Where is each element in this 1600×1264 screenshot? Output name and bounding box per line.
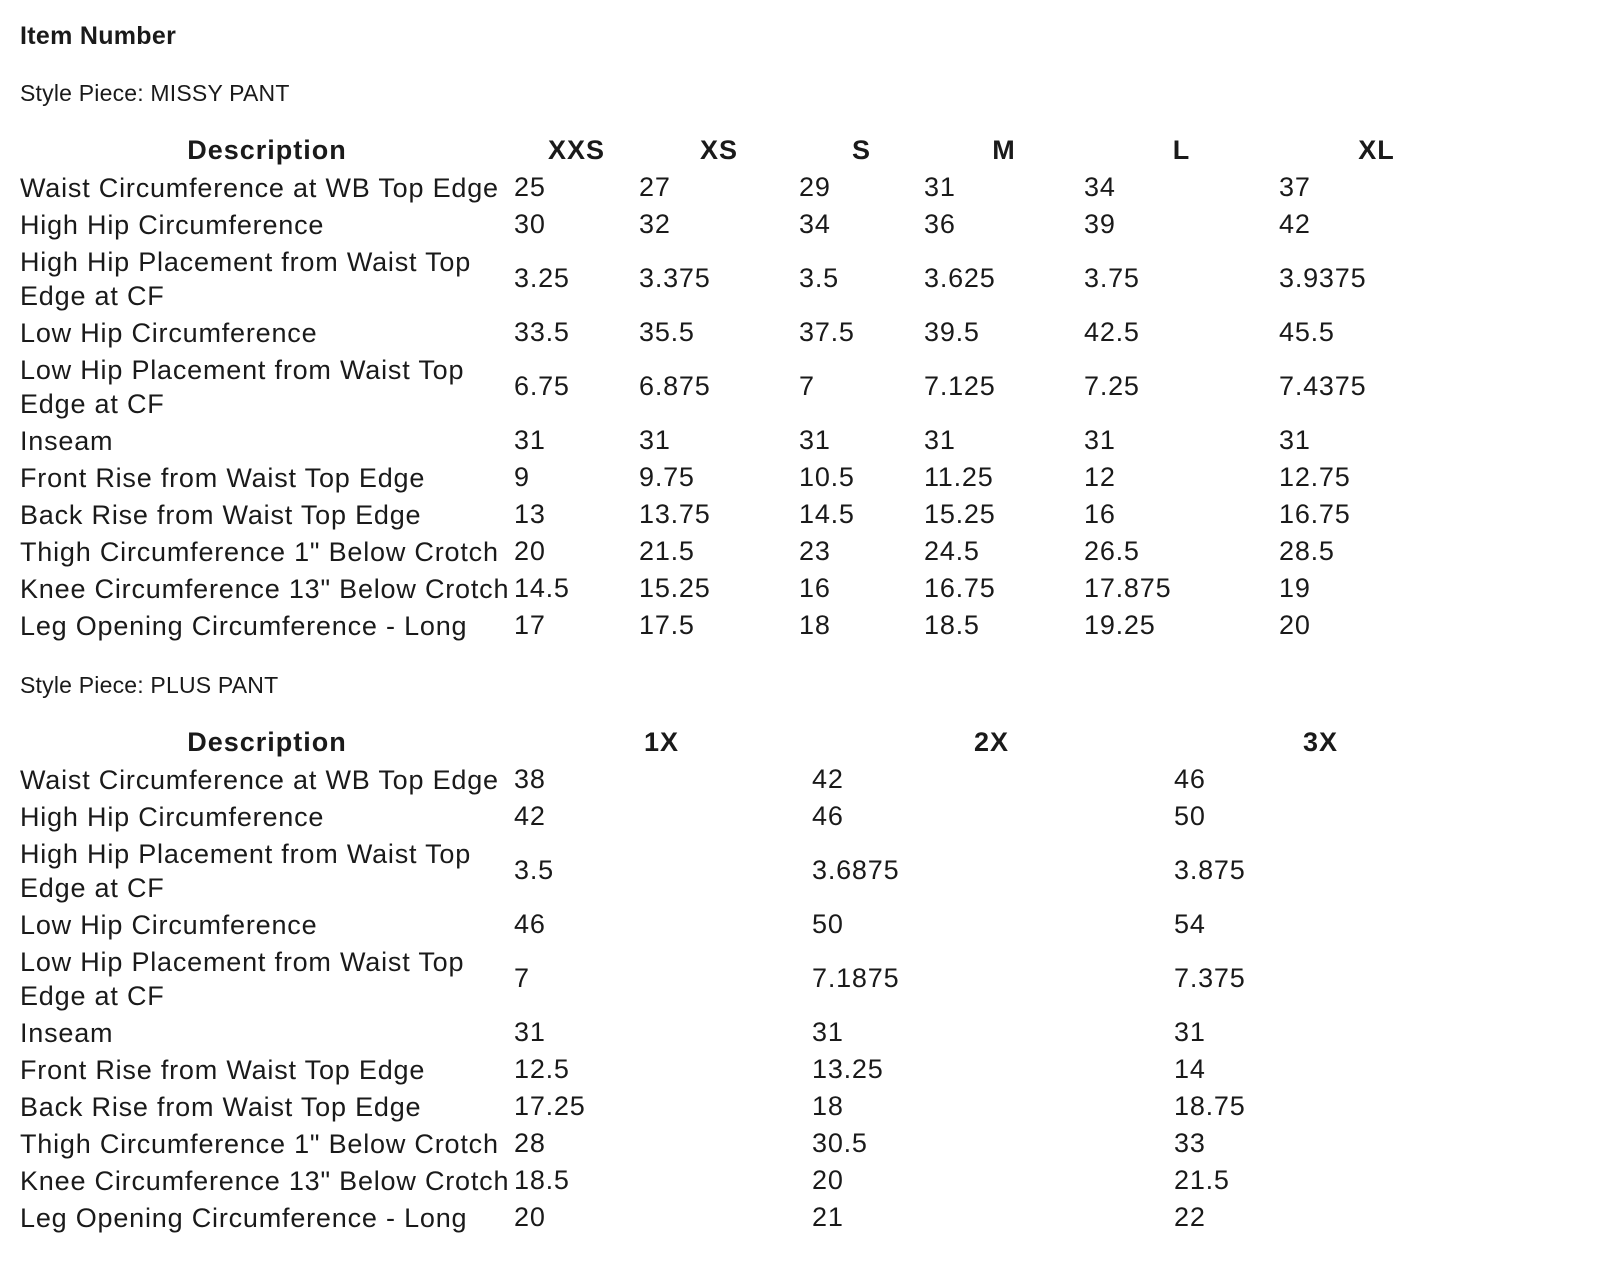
measurement-description: Low Hip Placement from Waist Top Edge at CF: [20, 946, 465, 1011]
measurement-value: 29: [799, 172, 831, 202]
measurement-value: 31: [1279, 425, 1311, 455]
measurement-value: 19.25: [1084, 610, 1156, 640]
measurement-value: 20: [812, 1165, 844, 1195]
table-row: [20, 206, 1474, 243]
measurement-value: 12.5: [514, 1054, 570, 1084]
table-row: [20, 243, 1474, 314]
measurement-value: 33: [1174, 1128, 1206, 1158]
measurement-value: 7: [799, 371, 815, 401]
measurement-value: 37: [1279, 172, 1311, 202]
plus-header-row: [20, 724, 1474, 761]
measurement-value: 12: [1084, 462, 1116, 492]
measurement-value: 25: [514, 172, 546, 202]
measurement-value: 18.5: [924, 610, 980, 640]
measurement-value: 34: [1084, 172, 1116, 202]
plus-header-1x: 1X: [644, 727, 680, 757]
missy-style-label: Style Piece: MISSY PANT: [20, 80, 290, 106]
measurement-description: Knee Circumference 13" Below Crotch: [20, 1165, 510, 1196]
measurement-value: 46: [1174, 764, 1206, 794]
missy-header-row: [20, 132, 1474, 169]
measurement-value: 30.5: [812, 1128, 868, 1158]
measurement-value: 42: [1279, 209, 1311, 239]
table-row: [20, 1162, 1474, 1199]
measurement-value: 3.5: [514, 855, 554, 885]
measurement-description: Waist Circumference at WB Top Edge: [20, 172, 499, 203]
measurement-value: 42.5: [1084, 317, 1140, 347]
measurement-description: Leg Opening Circumference - Long: [20, 610, 468, 641]
measurement-value: 16: [799, 573, 831, 603]
measurement-value: 33.5: [514, 317, 570, 347]
measurement-value: 31: [799, 425, 831, 455]
measurement-value: 35.5: [639, 317, 695, 347]
measurement-value: 18.5: [514, 1165, 570, 1195]
table-row: [20, 169, 1474, 206]
measurement-value: 21.5: [639, 536, 695, 566]
measurement-value: 38: [514, 764, 546, 794]
measurement-value: 21.5: [1174, 1165, 1230, 1195]
measurement-description: Thigh Circumference 1" Below Crotch: [20, 536, 499, 567]
measurement-value: 37.5: [799, 317, 855, 347]
measurement-description: Waist Circumference at WB Top Edge: [20, 764, 499, 795]
table-row: [20, 1014, 1474, 1051]
measurement-description: Back Rise from Waist Top Edge: [20, 499, 422, 530]
measurement-description: Low Hip Circumference: [20, 317, 318, 348]
measurement-value: 3.875: [1174, 855, 1246, 885]
measurement-value: 3.9375: [1279, 263, 1367, 293]
measurement-description: Back Rise from Waist Top Edge: [20, 1091, 422, 1122]
measurement-description: Knee Circumference 13" Below Crotch: [20, 573, 510, 604]
measurement-value: 31: [924, 425, 956, 455]
measurement-value: 16.75: [1279, 499, 1351, 529]
missy-header-s: S: [851, 135, 871, 165]
missy-header-xl: XL: [1358, 135, 1395, 165]
measurement-value: 6.75: [514, 371, 570, 401]
table-row: [20, 1125, 1474, 1162]
item-number-heading: Item Number: [20, 22, 177, 50]
measurement-value: 9.75: [639, 462, 695, 492]
measurement-value: 7.25: [1084, 371, 1140, 401]
table-row: [20, 351, 1474, 422]
measurement-value: 17.875: [1084, 573, 1172, 603]
table-row: [20, 835, 1474, 906]
plus-size-table: [20, 724, 1474, 1236]
measurement-value: 31: [514, 425, 546, 455]
measurement-value: 24.5: [924, 536, 980, 566]
measurement-value: 26.5: [1084, 536, 1140, 566]
measurement-value: 46: [812, 801, 844, 831]
measurement-value: 42: [812, 764, 844, 794]
measurement-value: 17.5: [639, 610, 695, 640]
measurement-value: 22: [1174, 1202, 1206, 1232]
measurement-description: Inseam: [20, 425, 114, 456]
measurement-value: 28: [514, 1128, 546, 1158]
table-row: [20, 607, 1474, 644]
measurement-value: 39: [1084, 209, 1116, 239]
measurement-value: 13: [514, 499, 546, 529]
measurement-description: Inseam: [20, 1017, 114, 1048]
missy-header-xs: XS: [699, 135, 739, 165]
measurement-value: 45.5: [1279, 317, 1335, 347]
table-row: [20, 1088, 1474, 1125]
measurement-value: 46: [514, 909, 546, 939]
measurement-value: 18: [799, 610, 831, 640]
measurement-value: 28.5: [1279, 536, 1335, 566]
measurement-description: High Hip Placement from Waist Top Edge at CF: [20, 838, 472, 903]
measurement-value: 20: [1279, 610, 1311, 640]
measurement-value: 10.5: [799, 462, 855, 492]
measurement-value: 19: [1279, 573, 1311, 603]
plus-style-label: Style Piece: PLUS PANT: [20, 672, 279, 698]
missy-header-m: M: [992, 135, 1016, 165]
measurement-value: 54: [1174, 909, 1206, 939]
measurement-description: Front Rise from Waist Top Edge: [20, 462, 426, 493]
plus-header-3x: 3X: [1303, 727, 1339, 757]
table-row: [20, 422, 1474, 459]
measurement-value: 14.5: [514, 573, 570, 603]
measurement-value: 16.75: [924, 573, 996, 603]
measurement-value: 32: [639, 209, 671, 239]
measurement-value: 14.5: [799, 499, 855, 529]
measurement-value: 31: [812, 1017, 844, 1047]
measurement-description: High Hip Circumference: [20, 209, 325, 240]
measurement-description: Thigh Circumference 1" Below Crotch: [20, 1128, 499, 1159]
measurement-description: Front Rise from Waist Top Edge: [20, 1054, 426, 1085]
missy-header-l: L: [1172, 135, 1191, 165]
measurement-value: 3.6875: [812, 855, 900, 885]
measurement-value: 14: [1174, 1054, 1206, 1084]
measurement-value: 42: [514, 801, 546, 831]
measurement-value: 15.25: [639, 573, 711, 603]
measurement-value: 21: [812, 1202, 844, 1232]
plus-header-description: Description: [187, 727, 347, 757]
table-row: [20, 1199, 1474, 1236]
measurement-value: 31: [1084, 425, 1116, 455]
plus-header-2x: 2X: [974, 727, 1010, 757]
table-row: [20, 314, 1474, 351]
measurement-value: 6.875: [639, 371, 711, 401]
measurement-value: 7.4375: [1279, 371, 1367, 401]
missy-header-xxs: XXS: [547, 135, 606, 165]
measurement-value: 3.25: [514, 263, 570, 293]
table-row: [20, 798, 1474, 835]
measurement-value: 3.5: [799, 263, 839, 293]
measurement-value: 50: [1174, 801, 1206, 831]
measurement-value: 17: [514, 610, 546, 640]
measurement-description: High Hip Placement from Waist Top Edge at CF: [20, 246, 472, 311]
measurement-value: 20: [514, 1202, 546, 1232]
measurement-value: 7.125: [924, 371, 996, 401]
measurement-value: 39.5: [924, 317, 980, 347]
measurement-value: 7.375: [1174, 963, 1246, 993]
measurement-value: 9: [514, 462, 530, 492]
table-row: [20, 1051, 1474, 1088]
table-row: [20, 906, 1474, 943]
measurement-value: 3.625: [924, 263, 996, 293]
measurement-value: 34: [799, 209, 831, 239]
table-row: [20, 533, 1474, 570]
measurement-value: 23: [799, 536, 831, 566]
measurement-value: 17.25: [514, 1091, 586, 1121]
measurement-description: Low Hip Placement from Waist Top Edge at CF: [20, 354, 465, 419]
measurement-value: 30: [514, 209, 546, 239]
measurement-value: 11.25: [924, 462, 994, 492]
table-row: [20, 570, 1474, 607]
measurement-value: 12.75: [1279, 462, 1351, 492]
measurement-value: 50: [812, 909, 844, 939]
measurement-value: 18.75: [1174, 1091, 1246, 1121]
measurement-value: 16: [1084, 499, 1116, 529]
measurement-value: 31: [514, 1017, 546, 1047]
missy-header-description: Description: [187, 135, 347, 165]
table-row: [20, 496, 1474, 533]
measurement-value: 13.25: [812, 1054, 884, 1084]
measurement-value: 36: [924, 209, 956, 239]
measurement-value: 13.75: [639, 499, 711, 529]
measurement-value: 31: [924, 172, 956, 202]
measurement-value: 31: [1174, 1017, 1206, 1047]
measurement-description: Low Hip Circumference: [20, 909, 318, 940]
measurement-value: 31: [639, 425, 671, 455]
measurement-description: High Hip Circumference: [20, 801, 325, 832]
measurement-value: 27: [639, 172, 671, 202]
table-row: [20, 761, 1474, 798]
table-row: [20, 943, 1474, 1014]
measurement-value: 7.1875: [812, 963, 900, 993]
measurement-value: 18: [812, 1091, 844, 1121]
measurement-value: 7: [514, 963, 530, 993]
measurement-description: Leg Opening Circumference - Long: [20, 1202, 468, 1233]
table-row: [20, 459, 1474, 496]
measurement-value: 15.25: [924, 499, 996, 529]
measurement-value: 20: [514, 536, 546, 566]
measurement-value: 3.75: [1084, 263, 1140, 293]
missy-size-table: [20, 132, 1474, 644]
measurement-value: 3.375: [639, 263, 711, 293]
